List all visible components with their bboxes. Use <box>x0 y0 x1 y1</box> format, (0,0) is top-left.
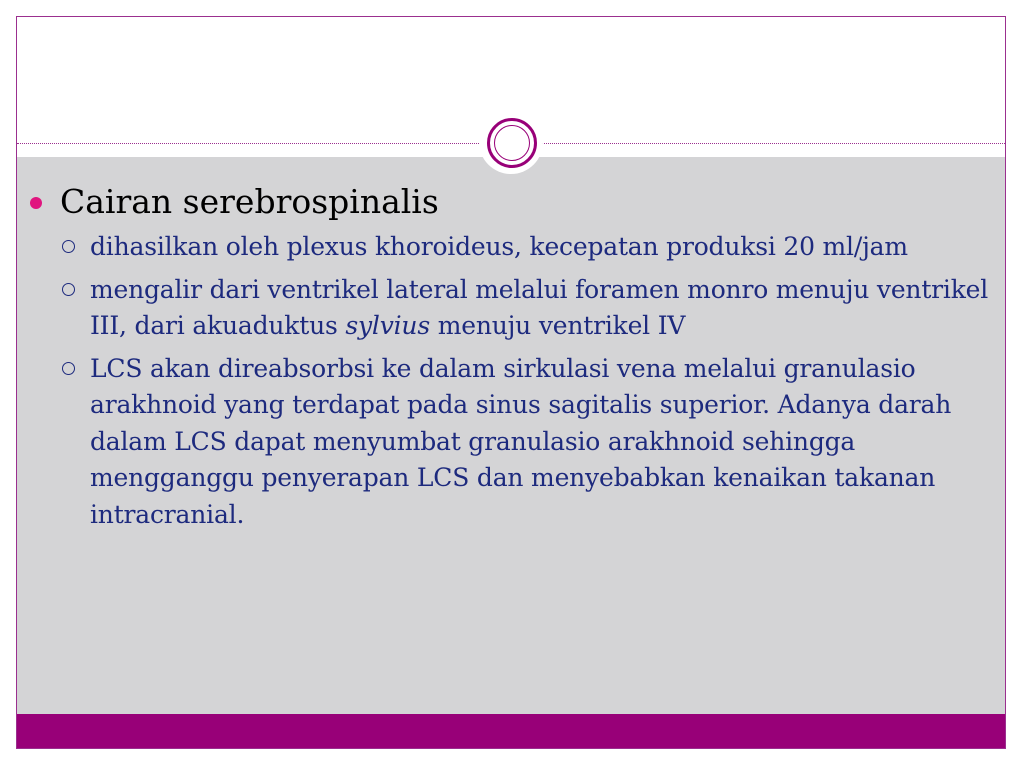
sub-bullet-text: dihasilkan oleh plexus khoroideus, kecepatan produksi 20 ml/jam <box>90 232 908 261</box>
double-ring-ornament-icon <box>479 110 543 174</box>
slide-content <box>17 183 1006 539</box>
outer-ring <box>487 118 537 168</box>
hollow-circle-bullet-icon <box>62 240 75 253</box>
sub-bullet-text: LCS akan direabsorbsi ke dalam sirkulasi vena melalui granulasio arakhnoid yang terdapat pada sinus sagitalis superior. Adanya darah dalam LCS dapat menyumbat granulasio arakhnoid sehingga mengganggu penyerapan LCS dan menyebabkan kenaikan takanan intracranial. <box>90 353 952 529</box>
footer-bar <box>17 714 1005 748</box>
sub-bullet-text-after: menuju ventrikel IV <box>429 311 686 340</box>
filled-circle-bullet-icon <box>30 197 42 209</box>
main-bullet-item <box>17 183 1006 221</box>
sub-bullet-item <box>17 351 1006 534</box>
sub-bullet-item <box>17 272 1006 345</box>
sub-bullet-text-before: mengalir dari ventrikel lateral melalui foramen monro menuju ventrikel III, dari akuaduktus <box>90 274 989 340</box>
hollow-circle-bullet-icon <box>62 283 75 296</box>
inner-ring <box>494 125 530 161</box>
slide <box>16 16 1006 749</box>
sub-bullet-item <box>17 229 1006 266</box>
sub-bullet-text-italic: sylvius <box>345 311 430 340</box>
main-bullet-text: Cairan serebrospinalis <box>60 182 439 221</box>
hollow-circle-bullet-icon <box>62 362 75 375</box>
